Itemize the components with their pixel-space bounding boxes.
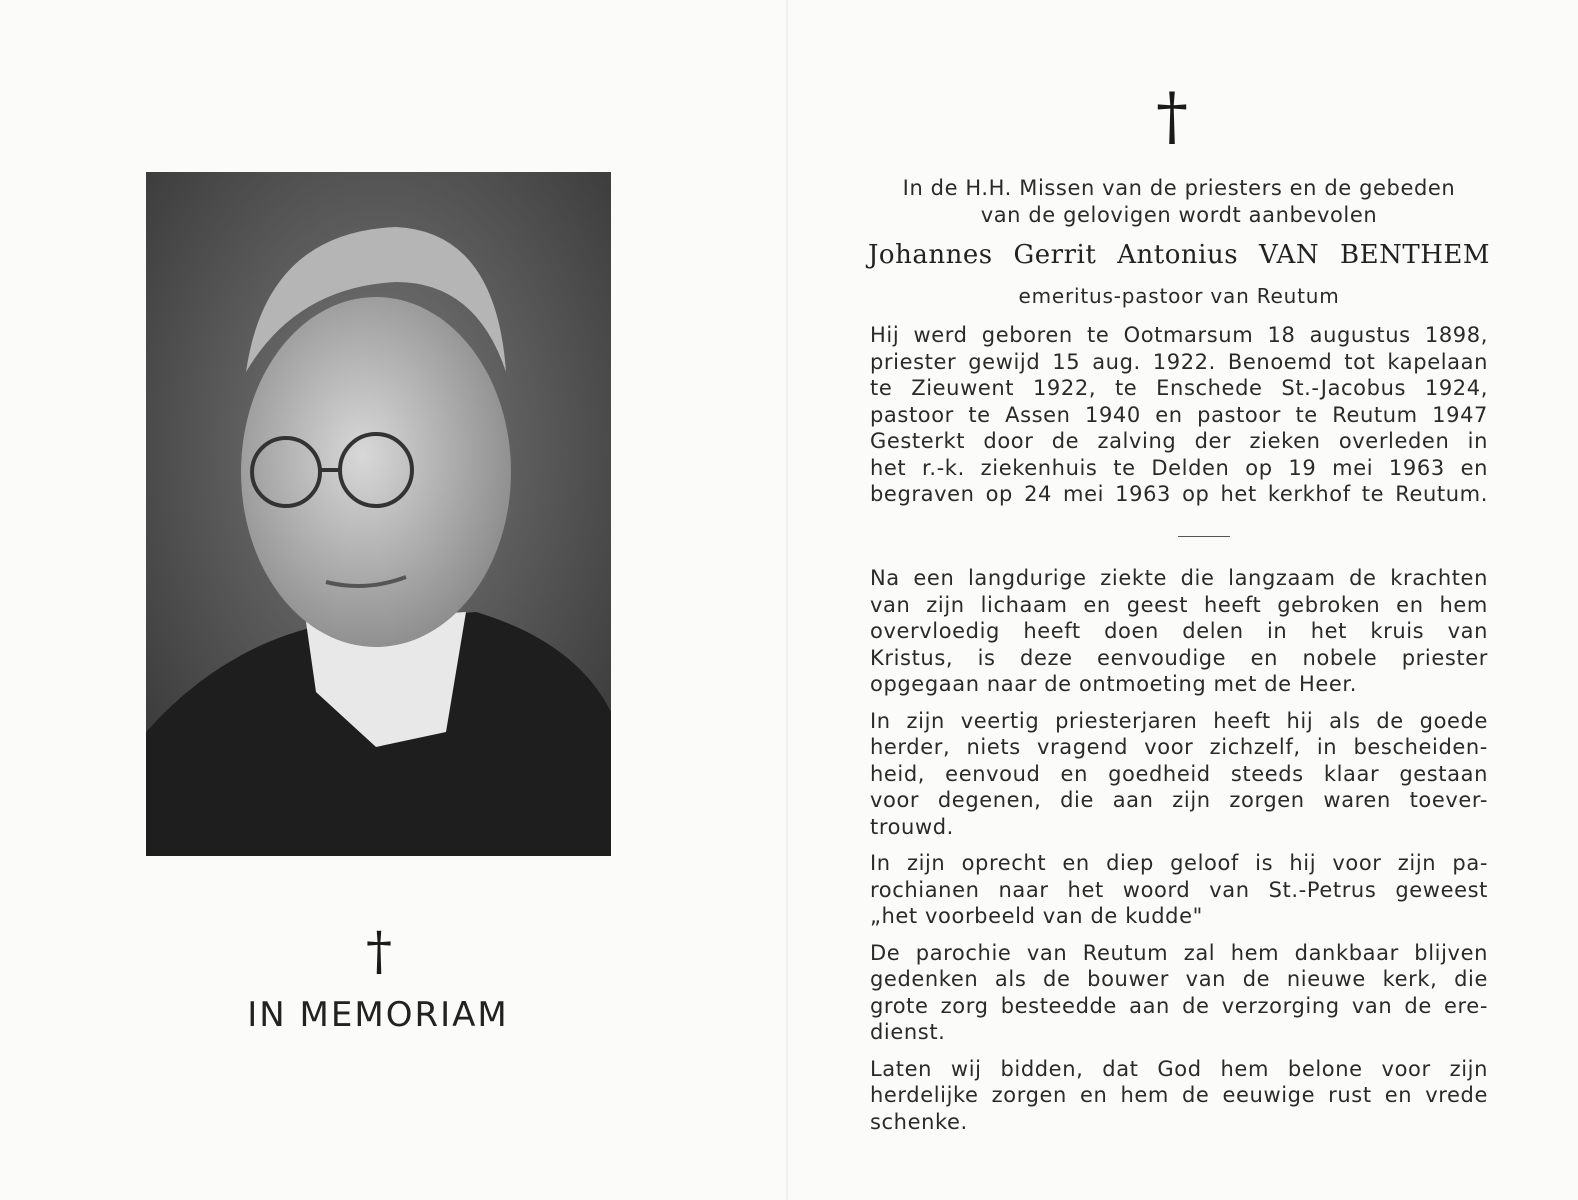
intro-line: van de gelovigen wordt aanbevolen — [980, 202, 1378, 227]
eulogy — [870, 565, 1488, 1145]
bio-line: Gesterkt door de zalving der zieken overleden in — [870, 429, 1488, 453]
bio-line: priester gewijd 15 aug. 1922. Benoemd tot kapelaan — [870, 349, 1488, 374]
eulogy-line: van zijn lichaam en geest heeft gebroken en hem — [870, 592, 1488, 617]
biography — [870, 322, 1488, 508]
card-fold — [786, 0, 788, 1200]
in-memoriam-title: IN MEMORIAM — [247, 995, 509, 1035]
eulogy-paragraph — [870, 850, 1488, 930]
intro-text — [870, 175, 1488, 228]
intro-line: In de H.H. Missen van de priesters en de gebeden — [902, 176, 1456, 200]
eulogy-line: opgegaan naar de ontmoeting met de Heer. — [870, 672, 1357, 696]
eulogy-line: Na een langdurige ziekte die langzaam de krachten — [870, 566, 1488, 590]
eulogy-line: rochianen naar het woord van St.-Petrus geweest — [870, 877, 1488, 902]
eulogy-paragraph — [870, 708, 1488, 841]
eulogy-line: grote zorg besteedde aan de verzorging van de ere- — [870, 993, 1488, 1018]
bio-line: te Zieuwent 1922, te Enschede St.-Jacobus 1924, — [870, 376, 1488, 400]
eulogy-line: In zijn oprecht en diep geloof is hij voor zijn pa- — [870, 851, 1488, 875]
bio-line: begraven op 24 mei 1963 op het kerkhof te Reutum. — [870, 482, 1488, 506]
deceased-name: Johannes Gerrit Antonius VAN BENTHEM — [868, 240, 1490, 270]
portrait-photo — [146, 172, 611, 856]
divider — [1178, 536, 1230, 537]
eulogy-paragraph — [870, 1056, 1488, 1136]
eulogy-line: „het voorbeeld van de kudde" — [870, 904, 1203, 928]
cross-icon: † — [366, 922, 392, 982]
eulogy-line: dienst. — [870, 1020, 946, 1044]
eulogy-line: De parochie van Reutum zal hem dankbaar blijven — [870, 940, 1488, 965]
eulogy-paragraph — [870, 565, 1488, 698]
eulogy-line: schenke. — [870, 1109, 968, 1134]
eulogy-line: overvloedig heeft doen delen in het kruis van — [870, 619, 1488, 643]
deceased-title: emeritus-pastoor van Reutum — [1018, 284, 1340, 308]
eulogy-line: herdelijke zorgen en hem de eeuwige rust en vrede — [870, 1083, 1488, 1107]
eulogy-line: herder, niets vragend voor zichzelf, in bescheiden- — [870, 735, 1488, 759]
eulogy-line: Kristus, is deze eenvoudige en nobele priester — [870, 645, 1488, 670]
eulogy-line: heid, eenvoud en goedheid steeds klaar gestaan — [870, 761, 1488, 786]
eulogy-paragraph — [870, 940, 1488, 1046]
bio-line: het r.-k. ziekenhuis te Delden op 19 mei 1963 en — [870, 455, 1488, 480]
bio-line: Hij werd geboren te Ootmarsum 18 augustus 1898, — [870, 323, 1488, 347]
eulogy-line: trouwd. — [870, 814, 954, 839]
eulogy-line: gedenken als de bouwer van de nieuwe kerk, die — [870, 967, 1488, 991]
eulogy-line: Laten wij bidden, dat God hem belone voor zijn — [870, 1056, 1488, 1081]
eulogy-line: In zijn veertig priesterjaren heeft hij als de goede — [870, 708, 1488, 733]
eulogy-line: voor degenen, die aan zijn zorgen waren toever- — [870, 788, 1488, 812]
cross-icon: † — [1156, 80, 1188, 154]
bio-line: pastoor te Assen 1940 en pastoor te Reutum 1947 — [870, 402, 1488, 427]
